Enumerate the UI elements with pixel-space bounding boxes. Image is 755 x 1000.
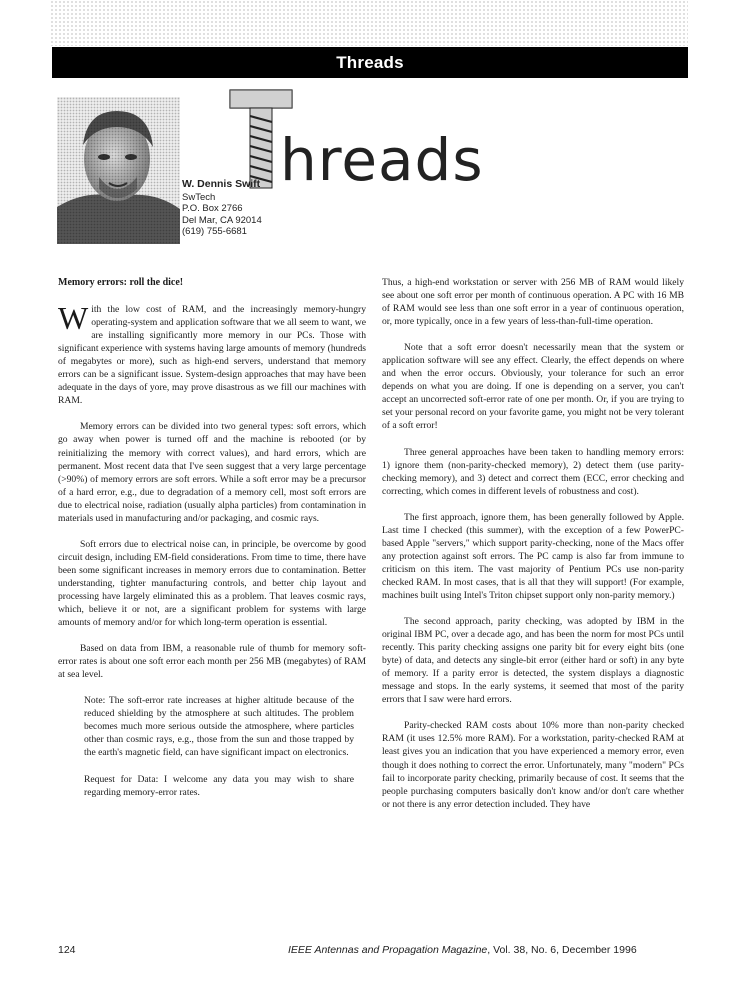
note-box	[84, 694, 354, 798]
author-address: P.O. Box 2766	[182, 203, 243, 214]
article-heading: Memory errors: roll the dice!	[58, 277, 184, 288]
author-photo	[57, 97, 180, 244]
logo-text: hreads	[280, 126, 484, 194]
note-paragraph: Request for Data: I welcome any data you may wish to share regarding memory-error rates.	[84, 773, 354, 798]
paragraph: Parity-checked RAM costs about 10% more than non-parity checked RAM (it uses 12.5% more RAM). For a workstation, parity-checked RAM at least gives you an indication that you have experienced a memory error, even though it does nothing to correct the error. Unfortunately, many "modern" PCs fail to incorporate parity checking, primarily because of cost. It seems that the people purchasing computers basically don't know and/or don't care whether or not there is any error detection included. They have	[382, 720, 684, 810]
paragraph: The second approach, parity checking, was adopted by IBM in the original IBM PC, over a decade ago, and has been the norm for most PCs until recently. This parity checking assigns one parity bit for every eight bits (one byte) of data, and detects any single-bit error (either hard or soft) in any byte of memory. If a parity error is detected, the system displays a diagnostic message and stops. In the early systems, it seemed that most of the parity errors that I saw were hard errors.	[382, 616, 684, 706]
journal-issue: , Vol. 38, No. 6, December 1996	[487, 944, 637, 956]
paragraph: Memory errors can be divided into two general types: soft errors, which go away when power is turned off and the machine is rebooted (or by reinitializing the memory with correct values), and hard errors, which are permanent. Most recent data that I've seen suggest that a very large percentage (>90%) of memory errors are soft errors. While a soft error may be a precursor of a hard error, e.g., due to degradation of a memory cell, most soft errors are due to electrical noise, radiation (usually alpha particles) from contamination in materials used in manufacturing and/or packaging, and cosmic rays.	[58, 421, 366, 524]
journal-name: IEEE Antennas and Propagation Magazine	[288, 944, 488, 956]
author-phone: (619) 755-6681	[182, 226, 247, 237]
author-name: W. Dennis Swift	[182, 178, 261, 190]
right-column	[382, 276, 684, 824]
paragraph: Soft errors due to electrical noise can, in principle, be overcome by good circuit design, including EM-field considerations. From time to time, there have been some significant increases in memory errors due to contamination. Better understanding, tighter manufacturing controls, and better chip layout and processing have largely eliminated this as a problem. That leaves cosmic rays, which, believe it or not, are a significant problem for systems with large amounts of memory and/or for which long-term operation is essential.	[58, 538, 366, 629]
paragraph: Note that a soft error doesn't necessarily mean that the system or application software will see any effect. Clearly, the effect depends on where and when the error occurs. Obviously, your tolerance for such an error depends on what you are doing. If one is depending on a server, you can't accept an uncorrected soft-error rate of one per month. Or, if you are trying to set your personal record on your favorite game, you might not be very tolerant of a soft error!	[382, 342, 684, 432]
threads-logo	[222, 84, 522, 196]
author-city: Del Mar, CA 92014	[182, 214, 262, 226]
drop-cap: W	[58, 300, 89, 337]
note-paragraph: Note: The soft-error rate increases at higher altitude because of the reduced shielding by the atmosphere at such altitudes. The problem becomes much more serious outside the atmosphere, where particles other than cosmic rays, e.g., those from the sun and those trapped by the earth's magnetic field, can have significant impact on electronics.	[84, 695, 354, 759]
author-org: SwTech	[182, 191, 216, 203]
paragraph: Three general approaches have been taken to handling memory errors: 1) ignore them (non-parity-checked memory), 2) detect them (use parity-checking memory), and 3) detect and correct them (ECC, error checking and correcting, which comes in different levels of robustness and cost).	[382, 446, 684, 497]
section-banner-title: Threads	[336, 52, 404, 72]
paragraph: The first approach, ignore them, has been generally followed by Apple. Last time I checked (this summer), with the exception of a few PowerPC-based Apple "servers," which support parity-checking, none of the Macs offer any protection against soft errors. The PC camp is also far from immune to criticism on this item. The vast majority of Pentium PCs use non-parity checked RAM. In most cases, that is all that they will support! (For example, machines built using Intel's Triton chipset support only non-parity memory.)	[382, 511, 684, 601]
author-block	[182, 179, 262, 238]
left-column	[58, 276, 366, 812]
page-number: 124	[58, 944, 76, 956]
paragraph: Thus, a high-end workstation or server with 256 MB of RAM would likely see about one soft error per month of continuous operation. A PC with 16 MB of RAM would see less than one soft error in a year of continuous operation, or, more typically, once in a few years of less-than-full-time operation.	[382, 277, 684, 328]
journal-footer	[288, 944, 637, 956]
paragraph: Based on data from IBM, a reasonable rule of thumb for memory soft-error rates is about one soft error each month per 256 MB (megabytes) of RAM at sea level.	[58, 643, 366, 681]
section-banner	[52, 47, 688, 78]
paragraph: With the low cost of RAM, and the increasingly memory-hungry operating-system and application software that we all seem to want, we are installing significantly more memory in our PCs. Those with significant experience with systems having large amounts of memory (hundreds of megabytes or more), such as high-end servers, understand that memory errors can be a significant issue. System-design approaches that may have been adequate in the days of yore, may prove disastrous as we fill our machines with RAM.	[58, 300, 366, 407]
halftone-band	[50, 0, 688, 46]
